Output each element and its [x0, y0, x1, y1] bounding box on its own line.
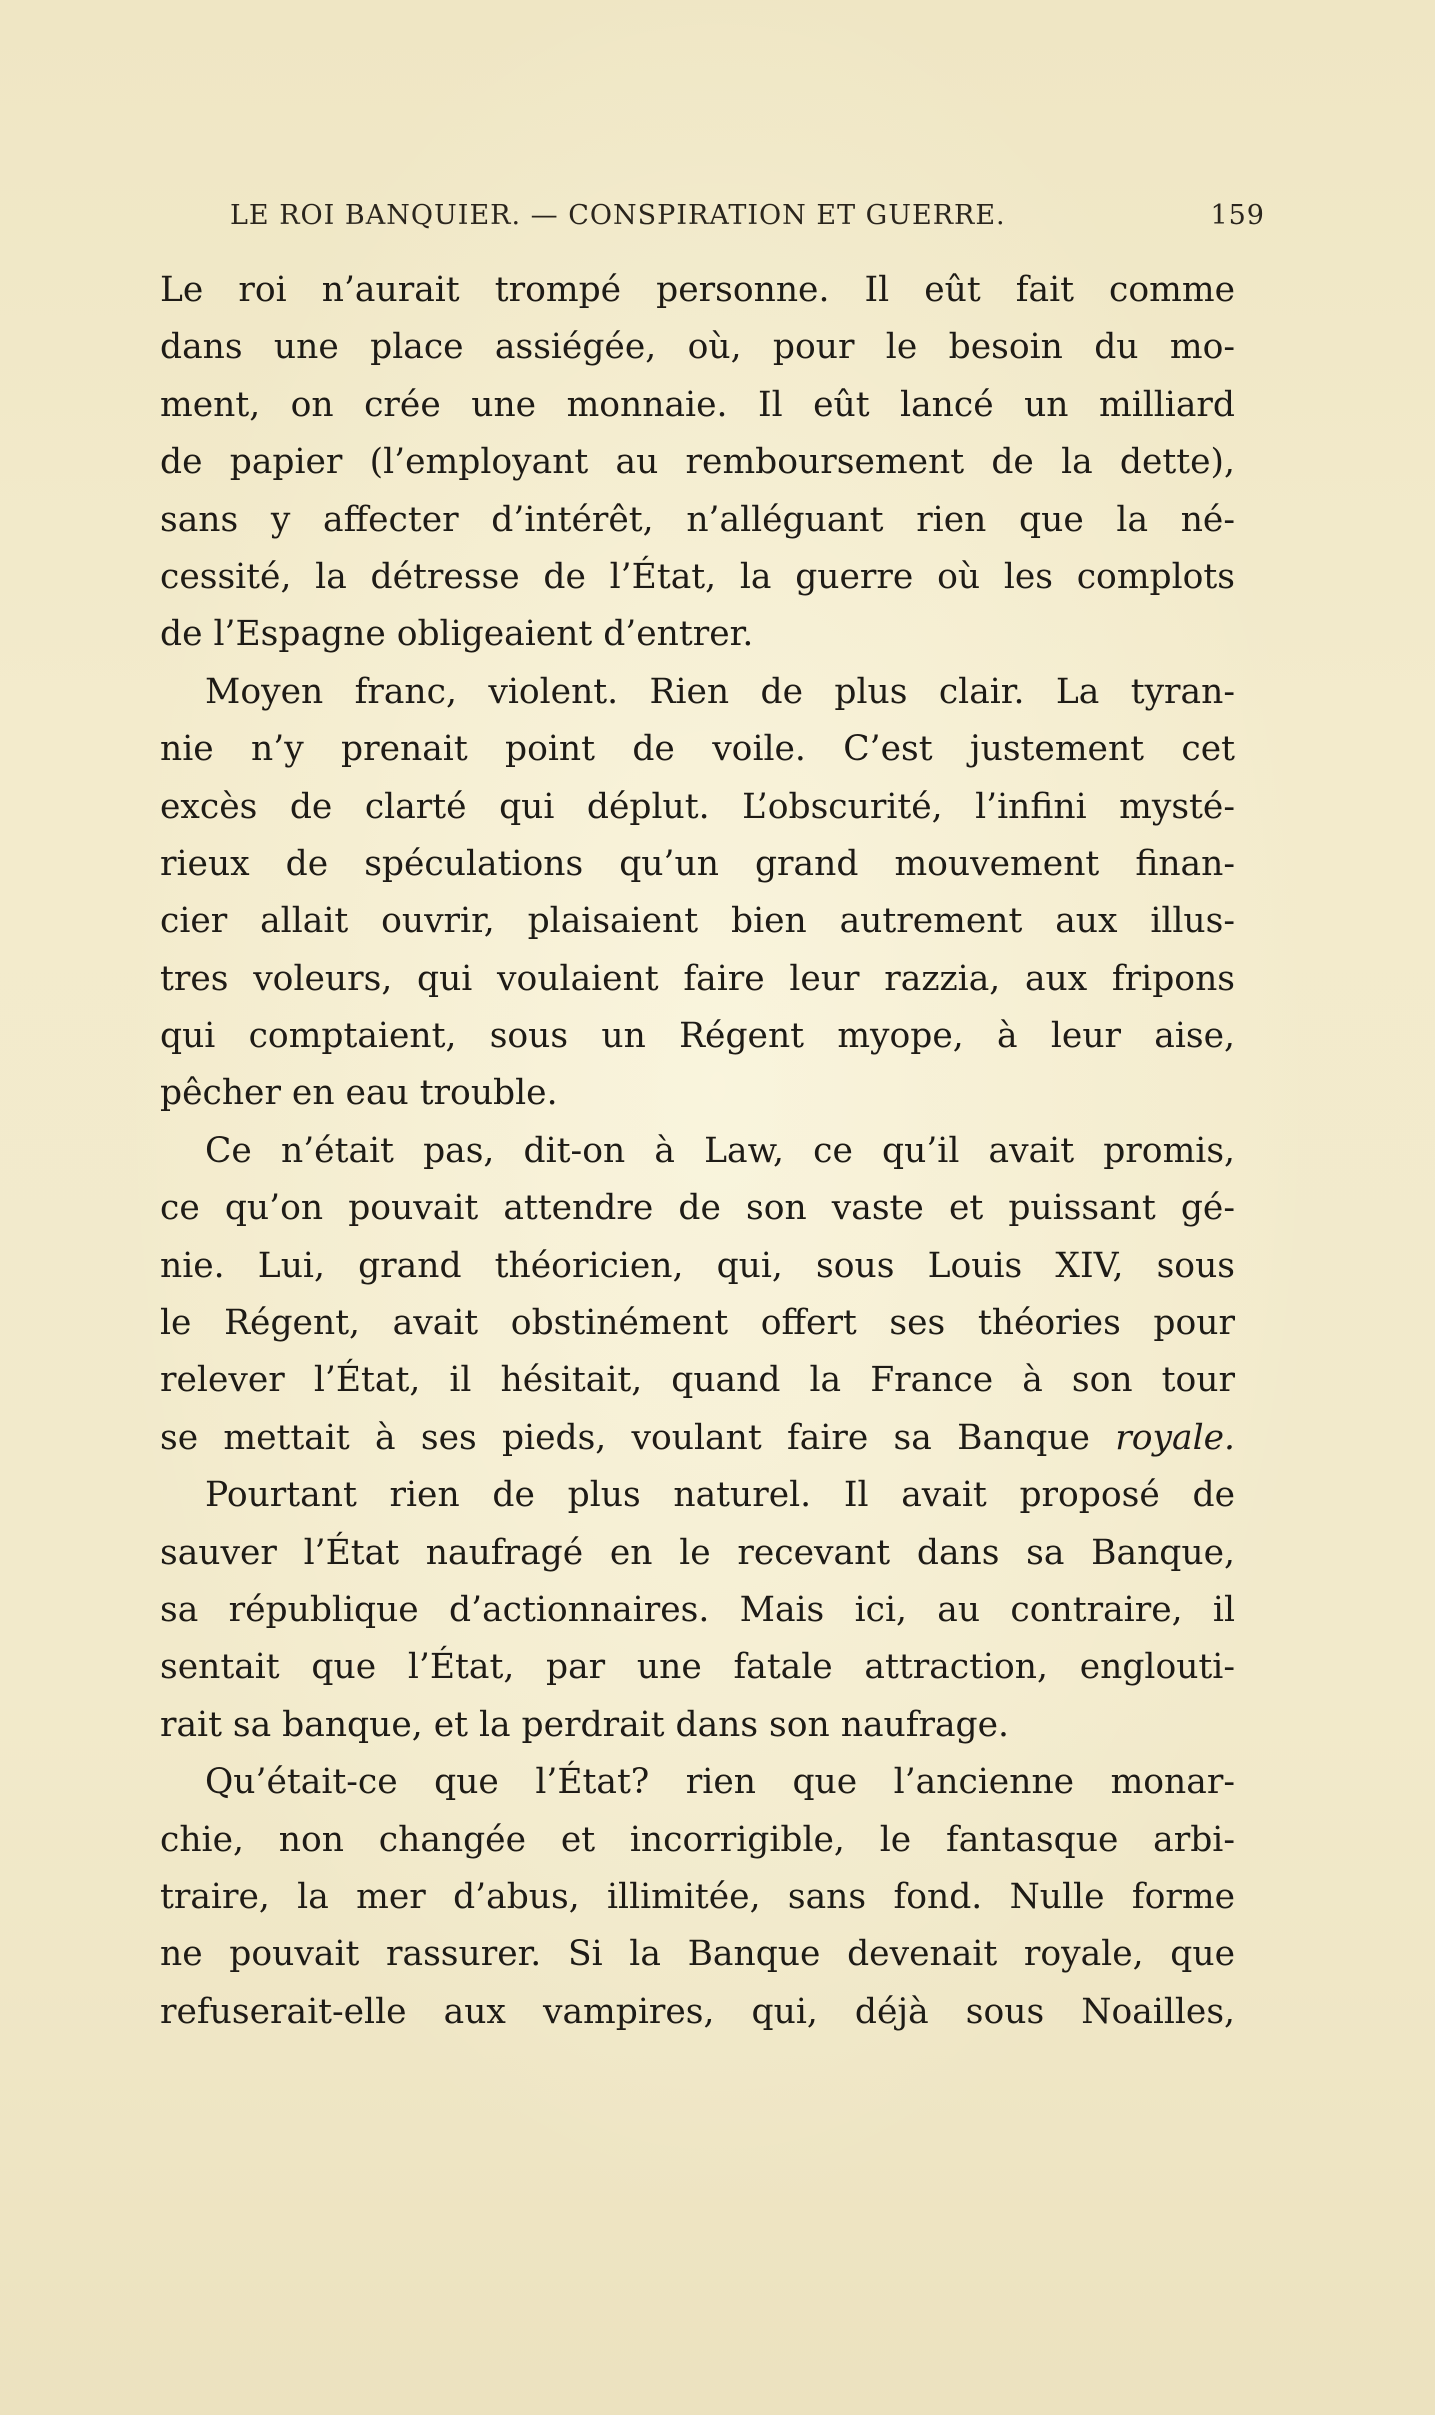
text-line: excès de clarté qui déplut. L’obscurité, l’infini mysté- — [160, 786, 1235, 827]
text-line: relever l’État, il hésitait, quand la France à son tour — [160, 1360, 1235, 1401]
text-line: sa république d’actionnaires. Mais ici, au contraire, il — [160, 1589, 1235, 1630]
text-line: sentait que l’État, par une fatale attraction, englouti- — [160, 1647, 1235, 1688]
text-line: refuserait-elle aux vampires, qui, déjà sous Noailles, — [160, 1991, 1235, 2032]
text-line: rait sa banque, et la perdrait dans son naufrage. — [160, 1704, 1010, 1745]
text-line: chie, non changée et incorrigible, le fantasque arbi- — [160, 1819, 1235, 1860]
text-line: Moyen franc, violent. Rien de plus clair. La tyran- — [205, 671, 1235, 712]
text-line: rieux de spéculations qu’un grand mouvement finan- — [160, 843, 1235, 884]
page-number: 159 — [1210, 200, 1265, 231]
body-text — [160, 262, 1235, 2041]
text-line: tres voleurs, qui voulaient faire leur razzia, aux fripons — [160, 958, 1235, 999]
text-line: ne pouvait rassurer. Si la Banque devenait royale, que — [160, 1934, 1235, 1975]
text-line: nie. Lui, grand théoricien, qui, sous Louis XIV, sous — [160, 1245, 1235, 1286]
text-line: Pourtant rien de plus naturel. Il avait proposé de — [205, 1475, 1235, 1516]
italic-word: royale. — [1115, 1417, 1235, 1458]
text-line: sauver l’État naufragé en le recevant dans sa Banque, — [160, 1532, 1235, 1573]
text-line: de l’Espagne obligeaient d’entrer. — [160, 614, 754, 655]
text-line: cessité, la détresse de l’État, la guerre où les complots — [160, 556, 1235, 597]
text-line: pêcher en eau trouble. — [160, 1073, 558, 1114]
text-line: cier allait ouvrir, plaisaient bien autrement aux illus- — [160, 901, 1235, 942]
text-line: le Régent, avait obstinément offert ses théories pour — [160, 1303, 1235, 1344]
chapter-title: LE ROI BANQUIER. — CONSPIRATION ET GUERRE. — [230, 200, 1006, 231]
text-line: ce qu’on pouvait attendre de son vaste et puissant gé- — [160, 1188, 1235, 1229]
text-line: nie n’y prenait point de voile. C’est justement cet — [160, 729, 1235, 770]
text-line-with-italic — [160, 1410, 1235, 1467]
text-line: de papier (l’employant au remboursement de la dette), — [160, 442, 1235, 483]
text-line: Ce n’était pas, dit-on à Law, ce qu’il avait promis, — [205, 1130, 1235, 1171]
text-line: Le roi n’aurait trompé personne. Il eût fait comme — [160, 270, 1235, 310]
text-line: sans y affecter d’intérêt, n’alléguant rien que la né- — [160, 499, 1235, 540]
text-line: dans une place assiégée, où, pour le besoin du mo- — [160, 327, 1235, 368]
text-segment: se mettait à ses pieds, voulant faire sa Banque — [160, 1417, 1090, 1458]
running-head — [230, 200, 1265, 244]
text-line: Qu’était-ce que l’État? rien que l’ancienne monar- — [205, 1762, 1235, 1803]
text-line: qui comptaient, sous un Régent myope, à leur aise, — [160, 1016, 1235, 1057]
text-line: traire, la mer d’abus, illimitée, sans fond. Nulle forme — [160, 1876, 1235, 1917]
text-line: ment, on crée une monnaie. Il eût lancé un milliard — [160, 384, 1235, 425]
